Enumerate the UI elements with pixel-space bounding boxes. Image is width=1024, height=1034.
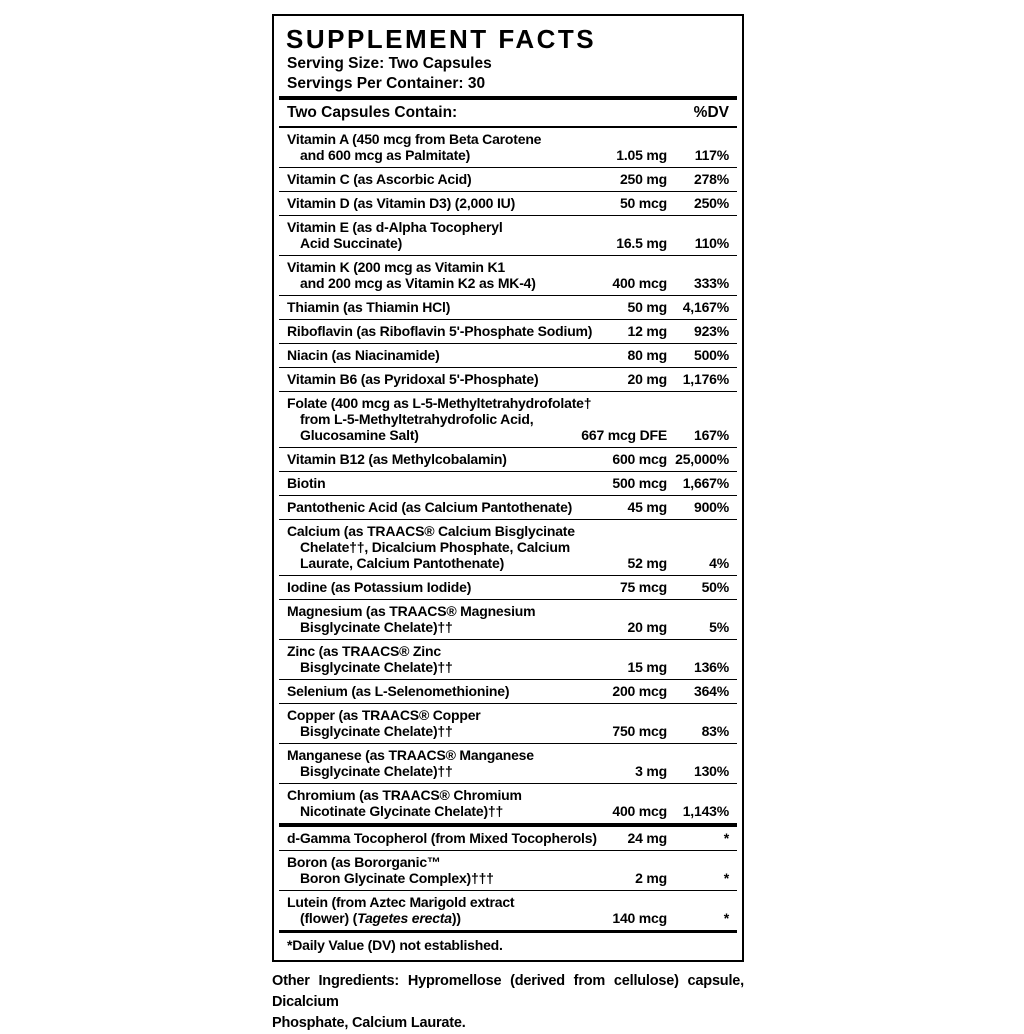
nutrient-row xyxy=(279,471,737,495)
text-segment: (flower) ( xyxy=(300,909,358,926)
nutrient-name-line xyxy=(287,643,571,659)
nutrient-dv: 900% xyxy=(693,498,729,515)
nutrient-amount: 45 mg xyxy=(627,498,667,515)
text-segment: Iodine (as Potassium Iodide) xyxy=(287,578,472,595)
nutrient-dv: 110% xyxy=(694,234,729,251)
nutrient-name xyxy=(287,475,571,491)
nutrient-dv: 500% xyxy=(693,346,729,363)
nutrient-name-line xyxy=(287,171,571,187)
nutrient-row xyxy=(279,295,737,319)
nutrient-row xyxy=(279,128,737,167)
nutrient-amount: 15 mg xyxy=(627,658,667,675)
text-segment: Zinc (as TRAACS® Zinc xyxy=(287,642,441,659)
nutrient-amount: 400 mcg xyxy=(612,802,667,819)
nutrient-dv: 136% xyxy=(693,658,729,675)
nutrient-dv: 130% xyxy=(693,762,729,779)
nutrient-dv: 25,000% xyxy=(675,450,729,467)
nutrient-name xyxy=(287,394,592,443)
nutrient-amount: 12 mg xyxy=(627,322,667,339)
nutrient-amount: 52 mg xyxy=(627,554,667,571)
nutrient-name xyxy=(287,787,571,819)
nutrient-dv: 333% xyxy=(693,274,729,291)
text-segment: from L-5-Methyltetrahydrofolic Acid, xyxy=(300,410,534,427)
nutrient-amount: 2 mg xyxy=(635,869,667,886)
text-segment: Selenium (as L-Selenomethionine) xyxy=(287,682,510,699)
nutrient-name-line xyxy=(287,579,571,595)
nutrient-name-line xyxy=(287,299,571,315)
nutrient-name-line xyxy=(287,707,571,723)
text-segment: )) xyxy=(451,909,461,926)
nutrient-row xyxy=(279,215,737,255)
nutrient-row xyxy=(279,255,737,295)
nutrient-dv: 4% xyxy=(709,554,729,571)
nutrient-row xyxy=(279,167,737,191)
nutrient-name-line xyxy=(287,763,571,779)
nutrient-name-line xyxy=(287,235,571,251)
text-segment: Boron (as Bororganic™ xyxy=(287,853,441,870)
nutrient-name xyxy=(287,131,571,163)
text-segment: Bisglycinate Chelate)†† xyxy=(300,658,453,675)
nutrient-name xyxy=(287,299,571,315)
nutrient-row xyxy=(279,343,737,367)
text-segment: Biotin xyxy=(287,474,326,491)
nutrient-name xyxy=(287,371,571,387)
nutrient-name-line xyxy=(287,723,571,739)
nutrient-name-line xyxy=(287,371,571,387)
nutrient-amount: 80 mg xyxy=(627,346,667,363)
nutrient-amount: 250 mg xyxy=(619,170,667,187)
nutrient-amount: 600 mcg xyxy=(612,450,667,467)
text-segment: Copper (as TRAACS® Copper xyxy=(287,706,481,723)
nutrient-amount: 16.5 mg xyxy=(616,234,667,251)
nutrient-dv: 50% xyxy=(701,578,729,595)
nutrient-dv: 117% xyxy=(694,146,729,163)
nutrient-name-line xyxy=(287,451,571,467)
nutrient-name xyxy=(287,322,593,339)
nutrient-row xyxy=(279,391,737,447)
nutrient-name xyxy=(287,854,571,886)
nutrient-name-line xyxy=(287,659,571,675)
other-ingredients xyxy=(272,971,744,1034)
nutrient-dv: 250% xyxy=(693,194,729,211)
nutrient-name-line xyxy=(287,803,571,819)
nutrient-rows-main xyxy=(279,128,737,823)
nutrient-name-line xyxy=(287,522,575,539)
nutrient-amount: 50 mcg xyxy=(619,194,667,211)
nutrient-row xyxy=(279,367,737,391)
servings-per-container: Servings Per Container: 30 xyxy=(287,74,486,92)
text-segment: Vitamin B6 (as Pyridoxal 5'-Phosphate) xyxy=(287,370,539,387)
nutrient-row xyxy=(279,599,737,639)
supplement-facts-panel xyxy=(272,14,744,962)
nutrient-dv: * xyxy=(723,909,729,926)
nutrient-name xyxy=(287,171,571,187)
nutrient-amount: 24 mg xyxy=(627,829,667,846)
nutrient-name xyxy=(287,683,571,699)
text-segment: Lutein (from Aztec Marigold extract xyxy=(287,893,515,910)
text-segment: Vitamin K (200 mcg as Vitamin K1 xyxy=(287,258,505,275)
label-area xyxy=(272,14,744,1034)
nutrient-dv: 923% xyxy=(693,322,729,339)
nutrient-dv: 1,667% xyxy=(682,474,729,491)
nutrient-name-line xyxy=(287,870,571,886)
nutrient-dv: 83% xyxy=(701,722,729,739)
nutrient-name xyxy=(287,347,571,363)
text-segment: Manganese (as TRAACS® Manganese xyxy=(287,746,534,763)
text-segment: Vitamin D (as Vitamin D3) (2,000 IU) xyxy=(287,194,516,211)
nutrient-row xyxy=(279,191,737,215)
nutrient-name-line xyxy=(287,275,571,291)
nutrient-name-line xyxy=(287,131,571,147)
text-segment: Chromium (as TRAACS® Chromium xyxy=(287,786,522,803)
dv-footnote: *Daily Value (DV) not established. xyxy=(279,930,737,960)
nutrient-name xyxy=(287,219,571,251)
nutrient-name-line xyxy=(287,475,571,491)
nutrient-name xyxy=(287,451,571,467)
nutrient-amount: 500 mcg xyxy=(612,474,667,491)
other-ingredients-line: Phosphate, Calcium Laurate. xyxy=(272,1015,466,1031)
nutrient-row xyxy=(279,890,737,930)
nutrient-name-line xyxy=(287,910,571,926)
nutrient-amount: 667 mcg DFE xyxy=(581,426,667,443)
nutrient-dv: 278% xyxy=(693,170,729,187)
nutrient-name-line xyxy=(287,539,571,555)
panel-title: SUPPLEMENT FACTS xyxy=(286,24,597,54)
text-segment: Vitamin A (450 mcg from Beta Carotene xyxy=(287,130,542,147)
text-segment: Riboflavin (as Riboflavin 5'-Phosphate Sodium) xyxy=(287,322,593,339)
nutrient-amount: 3 mg xyxy=(635,762,667,779)
nutrient-rows-no-dv xyxy=(279,823,737,930)
nutrient-name-line xyxy=(287,411,571,427)
nutrient-row xyxy=(279,679,737,703)
text-segment: and 600 mcg as Palmitate) xyxy=(300,146,471,163)
nutrient-name xyxy=(287,579,571,595)
other-ingredients-line: Other Ingredients: Hypromellose (derived from cellulose) capsule, Dicalcium xyxy=(272,973,744,1010)
nutrient-amount: 200 mcg xyxy=(612,682,667,699)
column-header-row xyxy=(279,100,737,128)
nutrient-name-line xyxy=(287,195,571,211)
column-header: Two Capsules Contain: xyxy=(287,104,458,121)
nutrient-name xyxy=(287,499,571,515)
nutrient-amount: 20 mg xyxy=(627,370,667,387)
nutrient-row xyxy=(279,319,737,343)
text-segment: Acid Succinate) xyxy=(300,234,403,251)
nutrient-dv: 1,176% xyxy=(682,370,729,387)
nutrient-name xyxy=(287,829,597,846)
text-segment: Vitamin C (as Ascorbic Acid) xyxy=(287,170,472,187)
nutrient-name xyxy=(287,643,571,675)
text-segment: Calcium (as TRAACS® Calcium Bisglycinate xyxy=(287,522,575,539)
text-segment: d-Gamma Tocopherol (from Mixed Tocopherols) xyxy=(287,829,597,846)
nutrient-row xyxy=(279,639,737,679)
nutrient-name xyxy=(287,894,571,926)
nutrient-name xyxy=(287,707,571,739)
text-segment: Bisglycinate Chelate)†† xyxy=(300,762,453,779)
nutrient-name xyxy=(287,195,571,211)
text-segment: Bisglycinate Chelate)†† xyxy=(300,618,453,635)
nutrient-name-line xyxy=(287,894,571,910)
text-segment: Magnesium (as TRAACS® Magnesium xyxy=(287,602,536,619)
nutrient-name xyxy=(287,603,571,635)
nutrient-dv: 4,167% xyxy=(682,298,729,315)
nutrient-name-line xyxy=(287,854,571,870)
text-segment: Folate (400 mcg as L-5-Methyltetrahydrofolate† xyxy=(287,394,592,411)
nutrient-amount: 1.05 mg xyxy=(616,146,667,163)
nutrient-dv: 364% xyxy=(693,682,729,699)
nutrient-amount: 400 mcg xyxy=(612,274,667,291)
text-segment: Tagetes erecta xyxy=(357,909,452,926)
nutrient-dv: * xyxy=(723,829,729,846)
text-segment: Glucosamine Salt) xyxy=(300,426,419,443)
text-segment: Bisglycinate Chelate)†† xyxy=(300,722,453,739)
nutrient-name xyxy=(287,259,571,291)
text-segment: Niacin (as Niacinamide) xyxy=(287,346,440,363)
nutrient-amount: 140 mcg xyxy=(612,909,667,926)
nutrient-row xyxy=(279,743,737,783)
nutrient-name-line xyxy=(287,499,571,515)
nutrient-amount: 50 mg xyxy=(627,298,667,315)
nutrient-name-line xyxy=(287,394,592,411)
nutrient-amount: 750 mcg xyxy=(612,722,667,739)
nutrient-row xyxy=(279,447,737,471)
nutrient-dv: 5% xyxy=(709,618,729,635)
dv-column-header: %DV xyxy=(693,104,729,121)
text-segment: Nicotinate Glycinate Chelate)†† xyxy=(300,802,504,819)
nutrient-dv: 1,143% xyxy=(682,802,729,819)
nutrient-dv: 167% xyxy=(693,426,729,443)
nutrient-row xyxy=(279,703,737,743)
nutrient-name-line xyxy=(287,555,571,571)
text-segment: Thiamin (as Thiamin HCl) xyxy=(287,298,451,315)
nutrient-name-line xyxy=(287,829,597,846)
nutrient-amount: 75 mcg xyxy=(619,578,667,595)
text-segment: Vitamin B12 (as Methylcobalamin) xyxy=(287,450,507,467)
text-segment: and 200 mcg as Vitamin K2 as MK-4) xyxy=(300,274,536,291)
text-segment: Vitamin E (as d-Alpha Tocopheryl xyxy=(287,218,503,235)
nutrient-row xyxy=(279,495,737,519)
nutrient-name xyxy=(287,522,575,571)
nutrient-row xyxy=(279,850,737,890)
nutrient-name-line xyxy=(287,747,571,763)
nutrient-name-line xyxy=(287,147,571,163)
nutrient-name-line xyxy=(287,322,593,339)
text-segment: Laurate, Calcium Pantothenate) xyxy=(300,554,505,571)
text-segment: Boron Glycinate Complex)††† xyxy=(300,869,494,886)
text-segment: Pantothenic Acid (as Calcium Pantothenate) xyxy=(287,498,573,515)
serving-size: Serving Size: Two Capsules xyxy=(287,55,492,72)
nutrient-name-line xyxy=(287,259,571,275)
nutrient-name-line xyxy=(287,683,571,699)
nutrient-name-line xyxy=(287,219,571,235)
nutrient-name xyxy=(287,747,571,779)
nutrient-name-line xyxy=(287,427,571,443)
nutrient-row xyxy=(279,575,737,599)
nutrient-name-line xyxy=(287,603,571,619)
nutrient-row xyxy=(279,519,737,575)
nutrient-row xyxy=(279,827,737,850)
text-segment: Chelate††, Dicalcium Phosphate, Calcium xyxy=(300,538,570,555)
nutrient-name-line xyxy=(287,787,571,803)
nutrient-amount: 20 mg xyxy=(627,618,667,635)
nutrient-name-line xyxy=(287,619,571,635)
nutrient-name-line xyxy=(287,347,571,363)
nutrient-row xyxy=(279,783,737,823)
nutrient-dv: * xyxy=(723,869,729,886)
